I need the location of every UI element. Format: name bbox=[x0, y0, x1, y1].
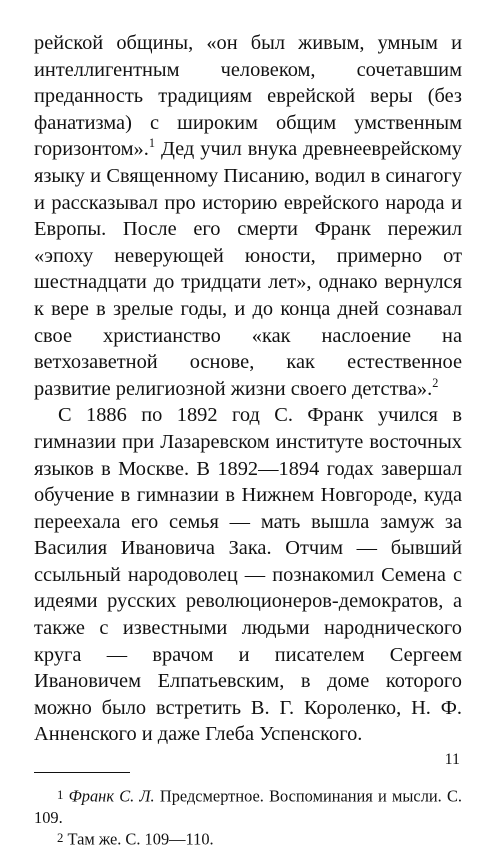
main-text bbox=[34, 30, 462, 748]
footnote-1-author: Франк С. Л. bbox=[68, 786, 155, 806]
paragraph-1-text-b: Дед учил внука древнееврейскому языку и Священному Писанию, водил в синагогу и рассказывал про историю еврейского народа и Европы. После его смерти Франк пережил «эпоху неверующей юности, примерно от шестнадцати до тридцати лет», однако вернулся к вере в зрелые годы, и до конца дней сознавал свое христианство «как наслоение на ветхозаветной основе, как естественное развитие религиозной жизни своего детства». bbox=[34, 138, 462, 400]
footnote-divider bbox=[34, 772, 130, 773]
footnotes bbox=[34, 785, 462, 850]
footnote-1 bbox=[34, 785, 462, 828]
paragraph-2 bbox=[34, 402, 462, 748]
footnote-2-text: Там же. С. 109—110. bbox=[67, 829, 214, 849]
footnote-1-number: 1 bbox=[57, 788, 64, 803]
footnote-ref-2: 2 bbox=[432, 375, 439, 390]
paragraph-1-text-a: рейской общины, «он был живым, умным и интеллигентным человеком, сочетавшим преданность традициям еврейской веры (без фанатизма) с широким общим умственным горизонтом». bbox=[34, 32, 462, 161]
page-number: 11 bbox=[444, 751, 460, 768]
footnote-ref-1: 1 bbox=[148, 136, 155, 151]
paragraph-1 bbox=[34, 30, 462, 402]
footnote-2-number: 2 bbox=[57, 831, 64, 846]
footnote-1-text: Предсмертное. Воспоминания и мысли. С. 109. bbox=[34, 786, 462, 827]
paragraph-2-text: С 1886 по 1892 год С. Франк учился в гимназии при Лазаревском институте восточных языков в Москве. В 1892—1894 годах завершал обучение в гимназии в Нижнем Новгороде, куда переехала его семья — мать вышла замуж за Василия Ивановича Зака. Отчим — бывший ссыльный народоволец — познакомил Семена с идеями русских революционеров-демократов, а также с известными людьми народнического круга — врачом и писателем Сергеем Ивановичем Елпатьевским, в доме которого можно было встретить В. Г. Короленко, Н. Ф. Анненского и даже Глеба Успенского. bbox=[34, 404, 462, 746]
footnote-2 bbox=[34, 828, 462, 850]
